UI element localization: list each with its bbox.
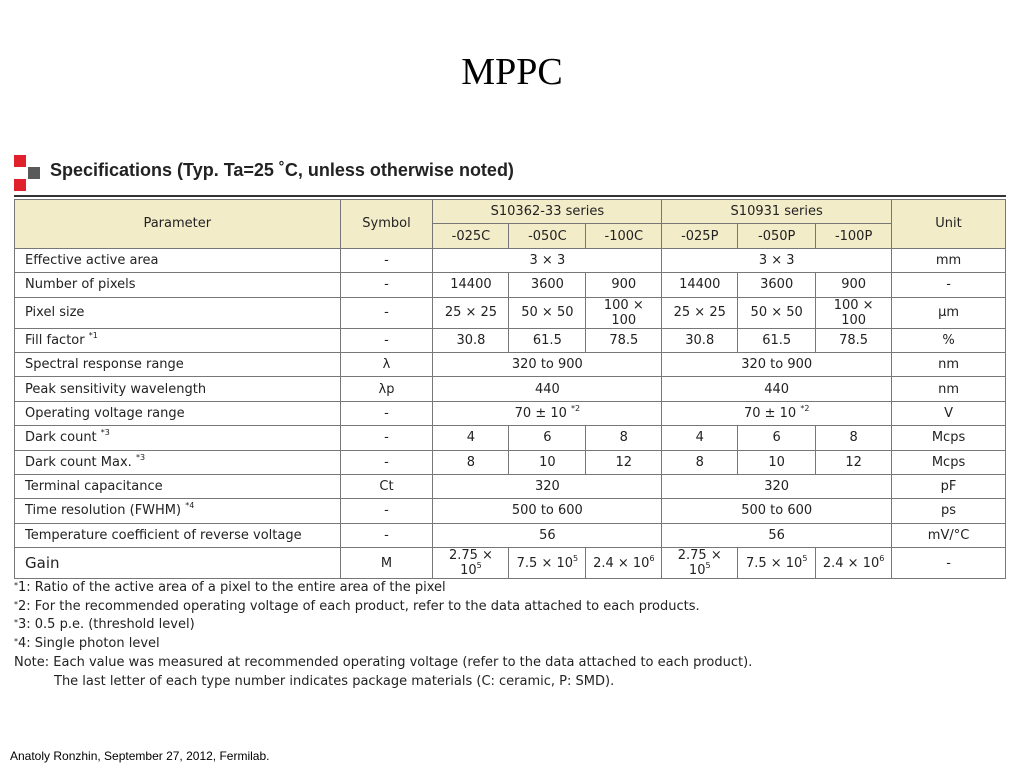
table-row (15, 523, 1006, 547)
slide-title: MPPC (461, 51, 563, 93)
value-cell: 10 (509, 450, 586, 474)
value-cell: 320 to 900 (433, 352, 662, 376)
table-row (15, 273, 1006, 297)
parameter-cell: Terminal capacitance (15, 474, 341, 498)
parameter-cell: Effective active area (15, 248, 341, 272)
header-unit: Unit (892, 200, 1006, 249)
value-cell: 56 (433, 523, 662, 547)
value-cell: 8 (586, 426, 662, 450)
footnote: *1: Ratio of the active area of a pixel to the entire area of the pixel (14, 580, 446, 595)
value-cell: $2.75 \times 10^5$ (662, 548, 738, 579)
table-row (15, 352, 1006, 376)
header-symbol: Symbol (340, 200, 433, 249)
value-cell: 78.5 (816, 328, 892, 352)
unit-cell: % (892, 328, 1006, 352)
unit-cell: mV/°C (892, 523, 1006, 547)
symbol-cell: M (340, 548, 433, 579)
table-row (15, 297, 1006, 328)
unit-cell: nm (892, 352, 1006, 376)
spec-table (14, 199, 1006, 579)
value-cell: 78.5 (586, 328, 662, 352)
parameter-cell: Spectral response range (15, 352, 341, 376)
header-type: -025C (433, 224, 509, 248)
unit-cell: µm (892, 297, 1006, 328)
parameter-cell: Peak sensitivity wavelength (15, 377, 341, 401)
value-cell: 10 (738, 450, 816, 474)
value-cell: 50 × 50 (509, 297, 586, 328)
value-cell: 50 × 50 (738, 297, 816, 328)
note-main: Note: Each value was measured at recommended operating voltage (refer to the data attached to each product). (14, 654, 753, 670)
value-cell: 70 ± 10 $^{*2}$ (433, 401, 662, 425)
unit-cell: - (892, 273, 1006, 297)
header-type: -050P (738, 224, 816, 248)
symbol-cell: - (340, 401, 433, 425)
symbol-cell: λ (340, 352, 433, 376)
header-series-b: S10931 series (662, 200, 892, 224)
footnote: *4: Single photon level (14, 636, 160, 652)
value-cell: $7.5 \times 10^5$ (738, 548, 816, 579)
value-cell: 440 (662, 377, 892, 401)
value-cell: 25 × 25 (662, 297, 738, 328)
table-row (15, 328, 1006, 352)
value-cell: 61.5 (509, 328, 586, 352)
value-cell: 30.8 (433, 328, 509, 352)
value-cell: 12 (586, 450, 662, 474)
header-type: -050C (509, 224, 586, 248)
slide-footer: Anatoly Ronzhin, September 27, 2012, Fermilab. (10, 749, 270, 763)
header-type: -100C (586, 224, 662, 248)
footnotes (14, 579, 752, 691)
symbol-cell: - (340, 450, 433, 474)
value-cell: 8 (433, 450, 509, 474)
value-cell: 320 (662, 474, 892, 498)
value-cell: $2.4 \times 10^6$ (586, 548, 662, 579)
heading-divider (14, 195, 1006, 197)
value-cell: 900 (816, 273, 892, 297)
symbol-cell: - (340, 328, 433, 352)
value-cell: 440 (433, 377, 662, 401)
table-row (15, 401, 1006, 425)
unit-cell: Mcps (892, 426, 1006, 450)
symbol-cell: - (340, 273, 433, 297)
value-cell: 3600 (509, 273, 586, 297)
value-cell: 100 × 100 (586, 297, 662, 328)
symbol-cell: - (340, 523, 433, 547)
header-series-a: S10362-33 series (433, 200, 662, 224)
symbol-cell: - (340, 499, 433, 523)
table-row (15, 499, 1006, 523)
table-row (15, 426, 1006, 450)
value-cell: 3600 (738, 273, 816, 297)
spec-heading: Specifications (Typ. Ta=25 ˚C, unless otherwise noted) (50, 160, 514, 180)
value-cell: 500 to 600 (433, 499, 662, 523)
parameter-cell: Fill factor $^{*1}$ (15, 328, 341, 352)
parameter-cell: Gain (15, 548, 341, 579)
table-row (15, 548, 1006, 579)
parameter-cell: Operating voltage range (15, 401, 341, 425)
value-cell: 8 (662, 450, 738, 474)
value-cell: 61.5 (738, 328, 816, 352)
parameter-cell: Dark count $^{*3}$ (15, 426, 341, 450)
unit-cell: V (892, 401, 1006, 425)
value-cell: 30.8 (662, 328, 738, 352)
value-cell: 14400 (662, 273, 738, 297)
value-cell: 500 to 600 (662, 499, 892, 523)
parameter-cell: Number of pixels (15, 273, 341, 297)
footnote: *2: For the recommended operating voltage of each product, refer to the data attached to each products. (14, 598, 700, 614)
value-cell: 4 (662, 426, 738, 450)
table-row (15, 248, 1006, 272)
unit-cell: pF (892, 474, 1006, 498)
unit-cell: mm (892, 248, 1006, 272)
unit-cell: Mcps (892, 450, 1006, 474)
value-cell: 14400 (433, 273, 509, 297)
parameter-cell: Time resolution (FWHM) $^{*4}$ (15, 499, 341, 523)
table-row (15, 377, 1006, 401)
header-type: -025P (662, 224, 738, 248)
header-parameter: Parameter (15, 200, 341, 249)
spec-table-body (15, 248, 1006, 578)
value-cell: 6 (738, 426, 816, 450)
unit-cell: - (892, 548, 1006, 579)
header-type: -100P (816, 224, 892, 248)
parameter-cell: Pixel size (15, 297, 341, 328)
unit-cell: nm (892, 377, 1006, 401)
symbol-cell: - (340, 426, 433, 450)
value-cell: 320 (433, 474, 662, 498)
value-cell: 56 (662, 523, 892, 547)
symbol-cell: - (340, 248, 433, 272)
table-row (15, 474, 1006, 498)
value-cell: 900 (586, 273, 662, 297)
value-cell: 6 (509, 426, 586, 450)
value-cell: 3 × 3 (662, 248, 892, 272)
value-cell: 3 × 3 (433, 248, 662, 272)
symbol-cell: Ct (340, 474, 433, 498)
symbol-cell: λp (340, 377, 433, 401)
value-cell: $2.75 \times 10^5$ (433, 548, 509, 579)
value-cell: 8 (816, 426, 892, 450)
value-cell: $2.4 \times 10^6$ (816, 548, 892, 579)
value-cell: 25 × 25 (433, 297, 509, 328)
footnote: *3: 0.5 p.e. (threshold level) (14, 617, 195, 633)
value-cell: 320 to 900 (662, 352, 892, 376)
note-indent: The last letter of each type number indicates package materials (C: ceramic, P: SMD). (54, 673, 615, 689)
parameter-cell: Temperature coefficient of reverse voltage (15, 523, 341, 547)
value-cell: 100 × 100 (816, 297, 892, 328)
unit-cell: ps (892, 499, 1006, 523)
value-cell: 4 (433, 426, 509, 450)
parameter-cell: Dark count Max. $^{*3}$ (15, 450, 341, 474)
symbol-cell: - (340, 297, 433, 328)
table-row (15, 450, 1006, 474)
section-marker-icon (14, 155, 42, 191)
value-cell: 12 (816, 450, 892, 474)
value-cell: $7.5 \times 10^5$ (509, 548, 586, 579)
value-cell: 70 ± 10 $^{*2}$ (662, 401, 892, 425)
